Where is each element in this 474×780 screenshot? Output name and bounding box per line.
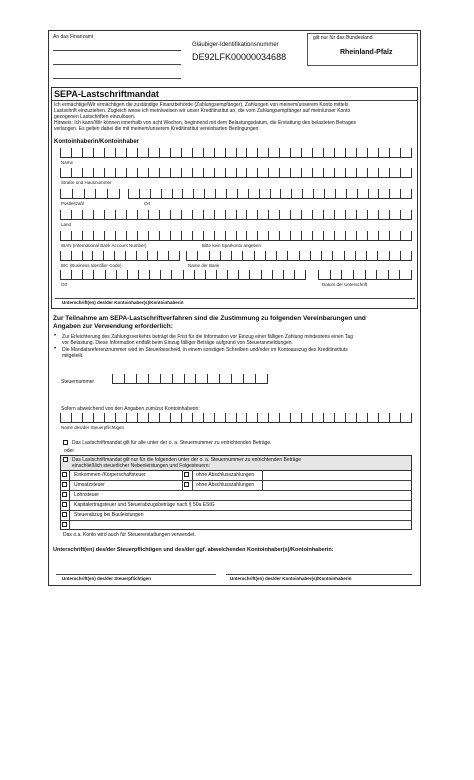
postcode-label: Postleitzahl <box>61 201 85 206</box>
intro-line: Ich ermächtige/Wir ermächtigen die zuständige Finanzbehörde (Zahlungsempfänger), Zahlungen von meinem/unserem Konto mittels <box>54 102 349 108</box>
tax-checkbox-capital-gains[interactable] <box>62 502 67 507</box>
bank-name-field[interactable] <box>186 251 412 261</box>
option-following-line: einschließlich steuerlicher Nebenleistungen und Folgesteuern: <box>72 463 210 469</box>
glaeubiger-label: Gläubiger-Identifikationsnummer <box>192 42 279 48</box>
bullet-2-line: mitgeteilt. <box>62 353 84 359</box>
street-label: Straße und Hausnummer <box>61 180 112 185</box>
bullet-icon: • <box>54 346 57 352</box>
tax-checkbox-income[interactable] <box>62 472 67 477</box>
name-label: Name <box>61 160 74 165</box>
row-divider <box>60 490 412 491</box>
bundesland-label: gilt nur für das Bundesland <box>313 35 373 41</box>
finanzamt-line-1[interactable] <box>53 50 181 51</box>
taxpayer-name-field[interactable] <box>60 413 412 423</box>
holder-signature-label: Unterschrift(en) des/der Kontoinhaber(s)/Kontoinhaberin <box>62 300 184 305</box>
col-divider <box>69 470 70 530</box>
date-label: Datum der Unterschrift <box>322 282 368 287</box>
country-label: Land <box>61 222 72 227</box>
tax-checkbox-wage[interactable] <box>62 492 67 497</box>
intro-line: Hinweis: Ich kann/Wir können innerhalb von acht Wochen, beginnend mit dem Belastungsdatum, die Erstattung des belasteten Betrages <box>54 120 357 126</box>
bullet-icon: • <box>54 333 57 339</box>
place-label: Ort <box>61 282 68 287</box>
tax-number-label: Steuernummer <box>61 379 95 385</box>
intro-line: gezogenen Lastschriften einzulösen. <box>54 114 136 120</box>
option-following-checkbox[interactable] <box>63 457 68 462</box>
bullet-1 <box>62 334 416 346</box>
taxpayer-name-label: Name des/der Steuerpflichtigen <box>61 425 125 430</box>
city-field[interactable] <box>128 189 412 199</box>
holder-final-signature-line[interactable] <box>226 574 412 575</box>
tax-label-vat: Umsatzsteuer <box>74 482 105 488</box>
bank-note: Bitte kein Sparkonto angeben <box>202 243 262 248</box>
city-label: Ort <box>144 201 151 206</box>
or-label: oder <box>64 448 75 454</box>
holder-signature-line[interactable] <box>55 298 415 299</box>
option-following-line: Das Lastschriftmandat gilt nur für die folgenden unter der o. a. Steuernummer zu entrichtenden Beträge <box>72 457 302 463</box>
tax-label-wage: Lohnsteuer <box>74 492 100 498</box>
agreement-heading-2: Angaben zur Verwendung erforderlich: <box>53 323 173 330</box>
no-final-payment-label: ohne Abschlusszahlungen <box>196 472 255 478</box>
tax-checkbox-vat[interactable] <box>62 482 67 487</box>
finanzamt-line-3[interactable] <box>53 78 181 79</box>
bullet-2-line: Die Mandatsreferenznummer wird im Steuerbescheid, in einem sonstigen Schreiben und/oder im Kontoauszug des Kreditinstituts <box>62 347 348 353</box>
bank-name-label: Name der Bank <box>188 263 220 268</box>
row-divider <box>60 510 412 511</box>
finanzamt-line-2[interactable] <box>53 64 181 65</box>
postcode-field[interactable] <box>60 189 120 199</box>
bundesland-value: Rheinland-Pfalz <box>340 49 393 56</box>
no-final-payment-label: ohne Abschlusszahlungen <box>196 482 255 488</box>
bic-field[interactable] <box>60 251 180 261</box>
name-field[interactable] <box>60 148 412 158</box>
tax-checkbox-construction[interactable] <box>62 512 67 517</box>
col-divider <box>192 470 193 490</box>
glaeubiger-id: DE92LFK00000034688 <box>192 52 287 62</box>
holder-heading: Kontoinhaberin/Kontoinhaber <box>54 139 139 145</box>
bullet-2 <box>62 347 416 359</box>
iban-field[interactable] <box>60 231 412 241</box>
row-divider <box>60 520 412 521</box>
iban-label: IBAN (International Bank Account Number) <box>61 243 147 248</box>
agreement-heading-1: Zur Teilnahme am SEPA-Lastschriftverfahren sind die Zustimmung zu folgenden Vereinbarungen und <box>53 315 366 322</box>
date-field[interactable] <box>318 270 412 280</box>
street-field[interactable] <box>60 168 412 178</box>
tax-label-capital-gains: Kapitalertragsteuer und Steuerabzugsbeträge nach § 50a EStG <box>74 502 215 508</box>
row-divider <box>60 500 412 501</box>
taxpayer-signature-label: Unterschrift(en) des/der Steuerpflichtigen <box>62 576 152 581</box>
option-all-checkbox[interactable] <box>63 440 68 445</box>
deviating-label: Sofern abweichend von den Angaben zum/zur Kontoinhaberin: <box>61 406 200 412</box>
sepa-title: SEPA-Lastschriftmandat <box>54 89 159 99</box>
tax-number-field[interactable] <box>112 374 268 384</box>
intro-line: verlangen. Es gelten dabei die mit meinem/unserem Kreditinstitut vereinbarten Bedingungen. <box>54 126 260 132</box>
sepa-title-rule <box>51 100 418 101</box>
option-following-text <box>72 457 407 469</box>
tax-checkbox-other[interactable] <box>62 522 67 527</box>
row-divider <box>60 480 412 481</box>
no-final-payment-checkbox-income[interactable] <box>184 472 189 477</box>
sepa-intro <box>54 102 416 132</box>
no-final-payment-checkbox-vat[interactable] <box>184 482 189 487</box>
col-divider <box>262 470 263 490</box>
bullet-1-line: vor Belastung. Diese Information entfällt beim Einzug fälliger Beträge aufgrund von Steueranmeldungen. <box>62 340 293 346</box>
place-field[interactable] <box>60 270 306 280</box>
bullet-1-line: Zur Erleichterung des Zahlungsverkehrs beträgt die Frist für die Information vor Einzug einer fälligen Zahlung mindestens einen Tag <box>62 334 353 340</box>
country-field[interactable] <box>60 210 412 220</box>
signature-heading: Unterschrift(en) des/der Steuerpflichtigen und des/der ggf. abweichenden Kontoinhaber(s)/Kontoinhaberin: <box>53 547 334 553</box>
holder-final-signature-label: Unterschrift(en) des/der Kontoinhaber(s)/Kontoinhaberin <box>230 576 352 581</box>
tax-label-income: Einkommen-/Körperschaftsteuer <box>74 472 146 478</box>
finanzamt-label: An das Finanzamt <box>53 34 94 40</box>
tax-label-construction: Steuerabzug bei Bauleistungen <box>74 512 144 518</box>
intro-line: Lastschrift einzuziehen. Zugleich weise ich mein/weisen wir unser Kreditinstitut an, die vom Zahlungsempfänger auf mein/unser Konto <box>54 108 351 114</box>
col-divider <box>182 470 183 490</box>
taxpayer-signature-line[interactable] <box>56 574 216 575</box>
option-all-text: Das Lastschriftmandat gilt für alle unter der o. a. Steuernummer zu entrichtenden Beträge. <box>72 440 272 446</box>
bic-label: BIC (Business Identifier Code) <box>61 263 122 268</box>
refund-note: Das o.a. Konto wird auch für Steuererstattungen verwendet. <box>63 532 196 538</box>
